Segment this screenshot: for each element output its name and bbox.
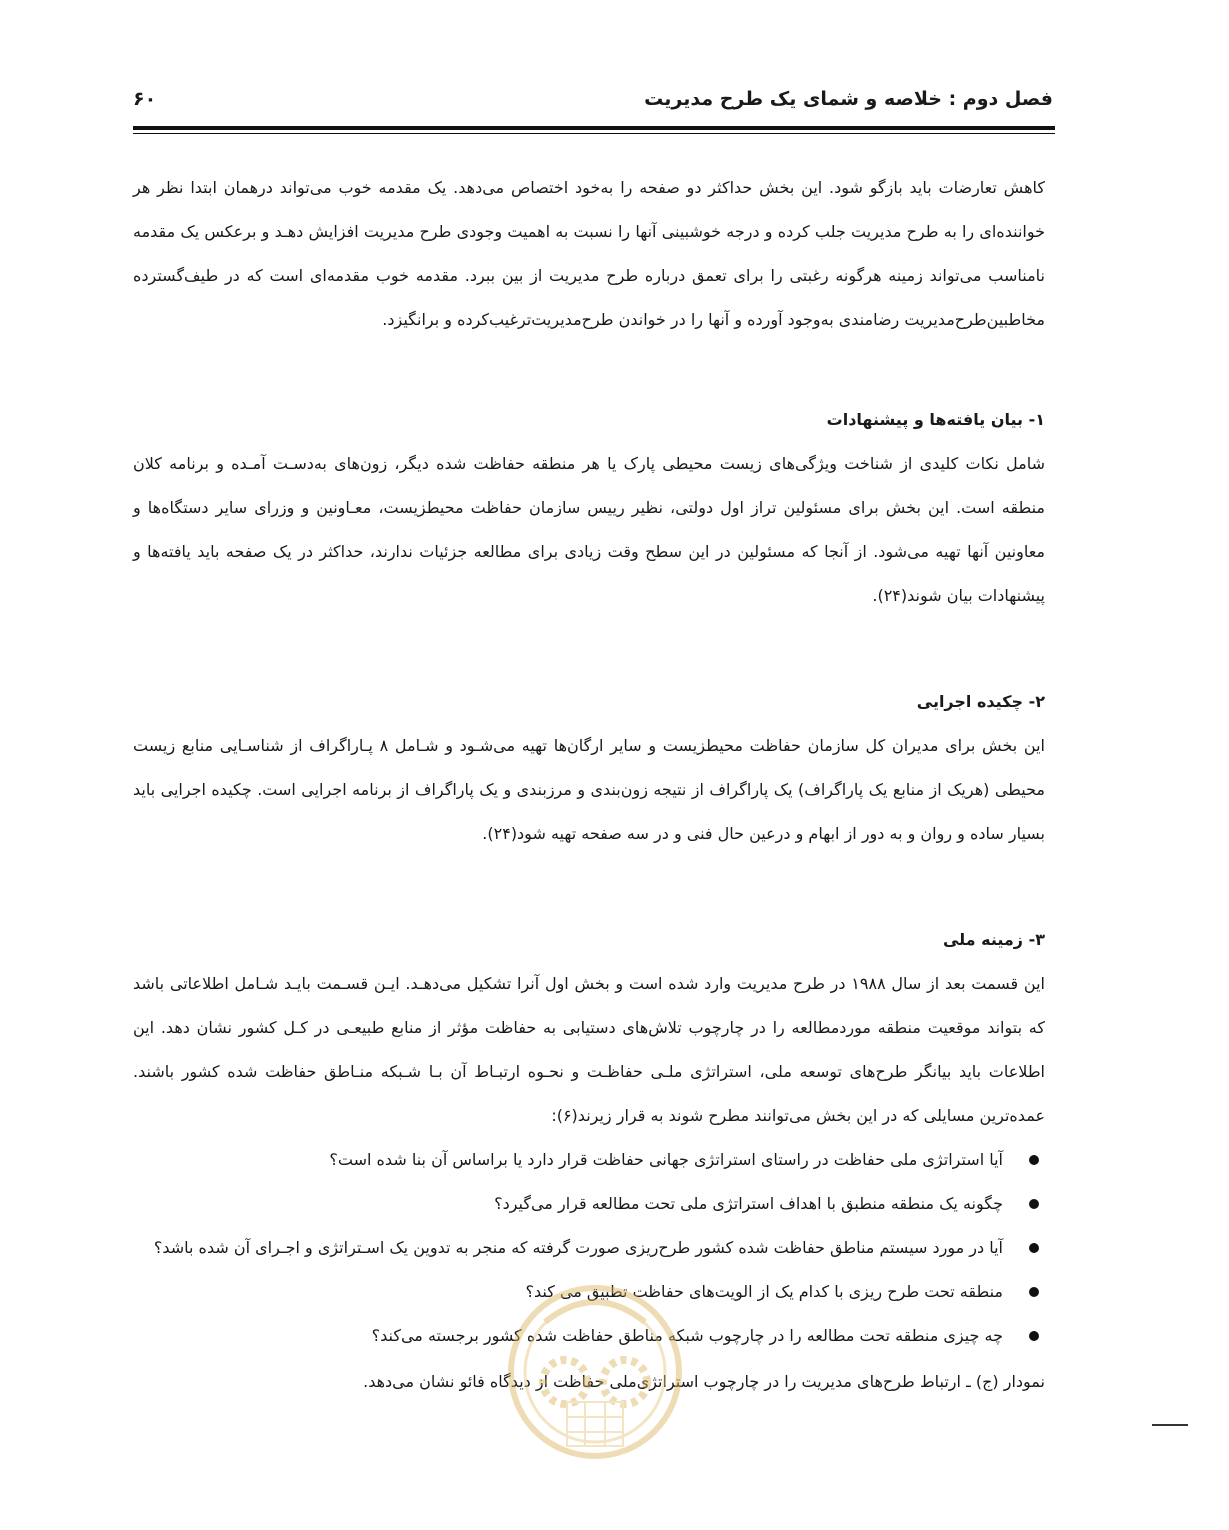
body-text [133, 166, 1045, 1404]
section-spacer [133, 856, 1045, 918]
section-heading-executive-summary: ۲- چکیده اجرایی [916, 692, 1045, 711]
section-paragraph-executive-summary: این بخش برای مدیران کل سازمان حفاظت محیطزیست و سایر ارگان‌ها تهیه می‌شـود و شـامل ۸ پـاراگراف از شناسـایی منابع زیست محیطی (هریک از منابع یک پاراگراف) یک پاراگراف از نتیجه زون‌بندی و مرزبندی و یک پاراگراف از برنامه اجرایی است. چکیده اجرایی باید بسیار ساده و روان و به دور از ابهام و درعین حال فنی و در سه صفحه تهیه شود(۲۴). [133, 736, 1046, 843]
list-item-text: چگونه یک منطقه منطبق با اهداف استراتژی ملی تحت مطالعه قرار می‌گیرد؟ [494, 1194, 1003, 1213]
section-heading-findings: ۱- بیان یافته‌ها و پیشنهادات [826, 410, 1045, 429]
list-item [133, 1270, 1045, 1314]
margin-mark [1152, 1424, 1188, 1426]
section-spacer [133, 618, 1045, 680]
section-spacer [133, 342, 1045, 398]
list-item-text: آیا استراتژی ملی حفاظت در راستای استراتژی جهانی حفاظت قرار دارد یا براساس آن بنا شده است؟ [329, 1150, 1003, 1169]
section-heading-national-context: ۳- زمینه ملی [942, 930, 1045, 949]
bullet-icon [1029, 1287, 1039, 1297]
list-item [133, 1314, 1045, 1358]
list-item [133, 1226, 1045, 1270]
bullet-icon [1029, 1331, 1039, 1341]
intro-paragraph: کاهش تعارضات باید بازگو شود. این بخش حداکثر دو صفحه را به‌خود اختصاص می‌دهد. یک مقدمه خوب می‌تواند درهمان ابتدا نظر هر خواننده‌ای را به طرح مدیریت جلب کرده و درجه خوشبینی آنها را نسبت به اهمیت وجودی طرح مدیریت افزایش دهـد و برعکس یک مقدمه نامناسب می‌تواند زمینه هرگونه رغبتی را برای تعمق درباره طرح مدیریت از بین ببرد. مقدمه خوب مقدمه‌ای است که در طیف‌گسترده مخاطبین‌طرح‌مدیریت رضامندی به‌وجود آورده و آنها را در خواندن طرح‌مدیریت‌ترغیب‌کرده و برانگیزد. [133, 178, 1045, 329]
page-number: ۶۰ [133, 88, 157, 110]
list-item [133, 1138, 1045, 1182]
bullet-icon [1029, 1155, 1039, 1165]
list-item-text: آیا در مورد سیستم مناطق حفاظت شده کشور طرح‌ریزی صورت گرفته که منجر به تدوین یک اسـتراتژی و اجـرای آن شده باشد؟ [153, 1238, 1003, 1257]
list-item-text: چه چیزی منطقه تحت مطالعه را در چارچوب شبکه مناطق حفاظت شده کشور برجسته می‌کند؟ [371, 1326, 1003, 1345]
section-paragraph-national-context: این قسمت بعد از سال ۱۹۸۸ در طرح مدیریت وارد شده است و بخش اول آنرا تشکیل می‌دهـد. ایـن قسـمت بایـد شـامل اطلاعاتی باشد که بتواند موقعیت منطقه موردمطالعه را در چارچوب تلاش‌های دستیابی به حفاظت مؤثر از منابع طبیعـی در کـل کشور نشان دهد. این اطلاعات باید بیانگر طرح‌های توسعه ملی، استراتژی ملـی حفاظـت و نحـوه ارتبـاط آن بـا شـبکه منـاطق حفاظت شده کشور باشند. عمده‌ترین مسایلی که در این بخش می‌توانند مطرح شوند به قرار زیرند(۶): [133, 974, 1045, 1125]
header-rule-thick [133, 126, 1055, 130]
header-rule-thin [133, 133, 1055, 134]
figure-caption: نمودار (ج) ـ ارتباط طرح‌های مدیریت را در چارچوب استراتژی‌ملی حفاظت از دیدگاه فائو نشان می‌دهد. [363, 1372, 1045, 1391]
list-item-text: منطقه تحت طرح ریزی با کدام یک از الویت‌های حفاظت تطبیق می کند؟ [525, 1282, 1003, 1301]
running-header [133, 82, 1053, 122]
list-item [133, 1182, 1045, 1226]
bullet-icon [1029, 1199, 1039, 1209]
chapter-title: فصل دوم : خلاصه و شمای یک طرح مدیریت [644, 88, 1053, 110]
bullet-icon [1029, 1243, 1039, 1253]
question-list [133, 1138, 1045, 1358]
section-paragraph-findings: شامل نکات کلیدی از شناخت ویژگی‌های زیست محیطی پارک یا هر منطقه حفاظت شده دیگر، زون‌های به‌دسـت آمـده و برنامه کلان منطقه است. این بخش برای مسئولین تراز اول دولتی، نظیر رییس سازمان حفاظت محیطزیست، معـاونین و وزرای سایر دستگاه‌ها و معاونین آنها تهیه می‌شود. از آنجا که مسئولین در این سطح وقت زیادی برای مطالعه جزئیات ندارند، حداکثر در یک صفحه باید یافته‌ها و پیشنهادات بیان شوند(۲۴). [133, 454, 1045, 605]
